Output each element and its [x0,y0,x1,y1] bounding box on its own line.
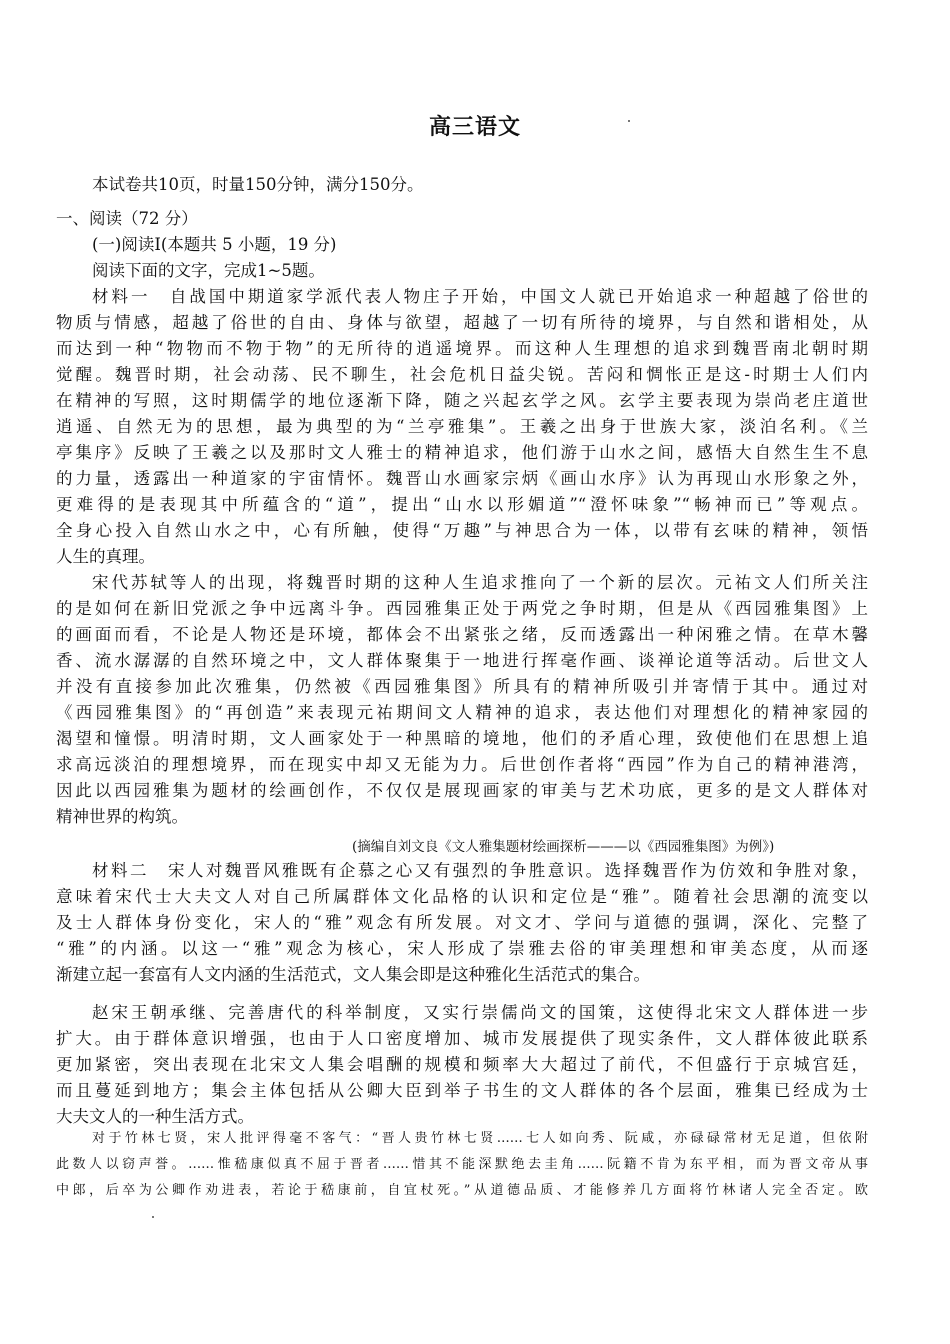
text-line: 更难得的是表现其中所蕴含的“道”，提出“山水以形媚道”“澄怀味象”“畅神而已”等观点。 [56,495,868,514]
text-line: 人生的真理。 [56,547,155,566]
text-line: 宋代苏轼等人的出现，将魏晋时期的这种人生追求推向了一个新的层次。元祐文人们所关注 [92,573,868,592]
text-line: 亭集序》反映了王羲之以及那时文人雅士的精神追求，他们游于山水之间，感悟大自然生生不息 [56,443,868,462]
text-line: 材料一 自战国中期道家学派代表人物庄子开始，中国文人就已开始追求一种超越了俗世的 [92,287,868,306]
text-line: 渐建立起一套富有人文内涵的生活范式，文人集会即是这种雅化生活范式的集合。 [56,965,650,984]
section-heading: 一、阅读（72 分） [56,209,198,228]
text-line: 及士人群体身份变化，宋人的“雅”观念有所发展。对文才、学问与道德的强调，深化、完整了 [56,913,868,932]
text-line: 大夫文人的一种生活方式。 [56,1107,254,1126]
text-line: 意味着宋代士大夫文人对自己所属群体文化品格的认识和定位是“雅”。随着社会思潮的流变以 [56,887,868,906]
text-line: 因此以西园雅集为题材的绘画创作，不仅仅是展现画家的审美与艺术功底，更多的是文人群体对 [56,781,868,800]
text-line: “雅”的内涵。以这一“雅”观念为核心，宋人形成了崇雅去俗的审美理想和审美态度，从而逐 [56,939,868,958]
instruction: 阅读下面的文字，完成1~5题。 [92,261,325,280]
text-line: 物质与情感，超越了俗世的自由、身体与欲望，超越了一切有所待的境界，与自然和谐相处，从 [56,313,868,332]
text-line: 精神世界的构筑。 [56,807,188,826]
quote-line: 中郎，后卒为公卿作劝进表，若论于嵇康前，自宜杖死。”从道德品质、才能修养几方面将竹林诸人完全否定。欧 [56,1183,868,1198]
source-citation: (摘编自刘文良《文人雅集题材绘画探析———以《西园雅集图》为例》) [352,839,775,855]
text-line: 材料二 宋人对魏晋风雅既有企慕之心又有强烈的争胜意识。选择魏晋作为仿效和争胜对象， [92,861,868,880]
text-line: 觉醒。魏晋时期，社会动荡、民不聊生，社会危机日益尖锐。苦闷和惆怅正是这-时期士人们内 [56,365,868,384]
text-line: 求高远淡泊的理想境界，而在现实中却又无能为力。后世创作者将“西园”作为自己的精神港湾， [56,755,868,774]
text-line: 《西园雅集图》的“再创造”来表现元祐期间文人精神的追求，表达他们对理想化的精神家园的 [56,703,868,722]
text-line: 的画面而看，不论是人物还是环境，都体会不出紧张之绪，反而透露出一种闲雅之情。在草木馨 [56,625,868,644]
text-line: 香、流水潺潺的自然环境之中，文人群体聚集于一地进行挥毫作画、谈禅论道等活动。后世文人 [56,651,868,670]
text-line: 在精神的写照，这时期儒学的地位逐渐下降，随之兴起玄学之风。玄学主要表现为崇尚老庄道世 [56,391,868,410]
sub-heading: (一)阅读Ⅰ(本题共 5 小题，19 分) [92,235,337,254]
text-line: 的力量，透露出一种道家的宇宙情怀。魏晋山水画家宗炳《画山水序》认为再现山水形象之外， [56,469,868,488]
page-title: 高三语文 [428,115,521,140]
text-line: 而且蔓延到地方；集会主体包括从公卿大臣到举子书生的文人群体的各个层面，雅集已经成为士 [56,1081,868,1100]
exam-info: 本试卷共10页，时量150分钟，满分150分。 [92,175,424,194]
text-line: 渴望和憧憬。明清时期，文人画家处于一种黑暗的境地，他们的矛盾心理，致使他们在思想上追 [56,729,868,748]
text-line: 更加紧密，突出表现在北宋文人集会唱酬的规模和频率大大超过了前代，不但盛行于京城宫廷， [56,1055,868,1074]
text-line: 赵宋王朝承继、完善唐代的科举制度，又实行崇儒尚文的国策，这使得北宋文人群体进一步 [92,1003,868,1022]
text-line: 的是如何在新旧党派之争中远离斗争。西园雅集正处于两党之争时期，但是从《西园雅集图》上 [56,599,868,618]
text-line: 扩大。由于群体意识增强，也由于人口密度增加、城市发展提供了现实条件，文人群体彼此联系 [56,1029,868,1048]
speck-mark [628,120,630,122]
text-line: 全身心投入自然山水之中，心有所触，使得“万趣”与神思合为一体，以带有玄味的精神，领悟 [56,521,868,540]
text-line: 逍遥、自然无为的思想，最为典型的为“兰亭雅集”。王羲之出身于世族大家，淡泊名利。《兰 [56,417,868,436]
text-line: 而达到一种“物物而不物于物”的无所待的逍遥境界。而这种人生理想的追求到魏晋南北朝时期 [56,339,868,358]
quote-line: 此数人以窃声誉。……惟嵇康似真不屈于晋者……惜其不能深默绝去圭角……阮籍不肯为东平相，而为晋文帝从事 [56,1157,868,1172]
quote-line: 对于竹林七贤，宋人批评得毫不客气：“晋人贵竹林七贤……七人如向秀、阮咸，亦碌碌常材无足道，但依附 [92,1131,868,1146]
text-line: 并没有直接参加此次雅集，仍然被《西园雅集图》所具有的精神所吸引并寄情于其中。通过对 [56,677,868,696]
speck-mark [152,1216,154,1218]
